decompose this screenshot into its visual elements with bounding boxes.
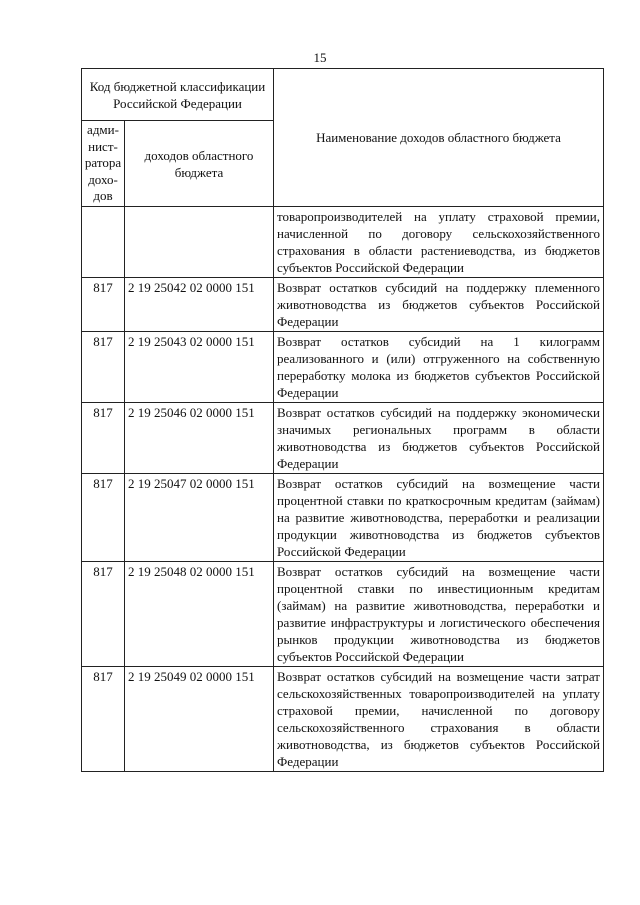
income-code-cell: 2 19 25046 02 0000 151	[125, 403, 274, 474]
header-code-group	[82, 69, 274, 121]
table-row	[82, 403, 604, 474]
income-code-cell	[125, 207, 274, 278]
income-code-cell: 2 19 25047 02 0000 151	[125, 474, 274, 562]
table-row	[82, 207, 604, 278]
table-row	[82, 332, 604, 403]
income-name-cell: Возврат остатков субсидий на поддержку племенного животноводства из бюджетов субъектов Российской Федерации	[274, 278, 604, 332]
table-row	[82, 667, 604, 772]
admin-code-cell: 817	[82, 562, 125, 667]
admin-code-cell	[82, 207, 125, 278]
table-header-row	[82, 69, 604, 121]
header-income-code-text: доходов областного бюджета	[144, 147, 254, 180]
table-body	[82, 207, 604, 772]
income-name-cell: Возврат остатков субсидий на возмещение части процентной ставки по краткосрочным кредитам (займам) на развитие животноводства, переработки и реализации продукции животноводства из бюджетов субъектов Российской Федерации	[274, 474, 604, 562]
header-administrator	[82, 121, 125, 207]
admin-code-cell: 817	[82, 474, 125, 562]
income-name-cell: Возврат остатков субсидий на поддержку экономически значимых региональных программ в области животноводства из бюджетов субъектов Российской Федерации	[274, 403, 604, 474]
header-name	[274, 69, 604, 207]
admin-code-cell: 817	[82, 667, 125, 772]
header-name-text: Наименование доходов областного бюджета	[316, 130, 561, 145]
income-name-cell: Возврат остатков субсидий на возмещение части процентной ставки по инвестиционным кредитам (займам) на развитие животноводства, переработки и развитие инфраструктуры и логистического обеспечения рынков продукции животноводства из бюджетов субъектов Российской Федерации	[274, 562, 604, 667]
admin-code-cell: 817	[82, 278, 125, 332]
admin-code-cell: 817	[82, 332, 125, 403]
income-name-cell: Возврат остатков субсидий на возмещение части затрат сельскохозяйственных товаропроизводителей на уплату страховой премии, начисленной по договору сельскохозяйственного страхования в области животноводства, из бюджетов субъектов Российской Федерации	[274, 667, 604, 772]
income-name-cell: Возврат остатков субсидий на 1 килограмм реализованного и (или) отгруженного на собственную переработку молока из бюджетов субъектов Российской Федерации	[274, 332, 604, 403]
income-code-cell: 2 19 25043 02 0000 151	[125, 332, 274, 403]
income-code-cell: 2 19 25048 02 0000 151	[125, 562, 274, 667]
table-row	[82, 474, 604, 562]
income-name-cell: товаропроизводителей на уплату страховой премии, начисленной по договору сельскохозяйственного страхования в области растениеводства, из бюджетов субъектов Российской Федерации	[274, 207, 604, 278]
table-row	[82, 562, 604, 667]
header-code-group-text: Код бюджетной классификации Российской Федерации	[89, 78, 266, 111]
table-row	[82, 278, 604, 332]
header-income-code	[125, 121, 274, 207]
income-code-cell: 2 19 25049 02 0000 151	[125, 667, 274, 772]
budget-classification-table	[81, 68, 604, 772]
admin-code-cell: 817	[82, 403, 125, 474]
header-administrator-text: адми-нист-ратора дохо-дов	[84, 122, 122, 204]
page-number: 15	[313, 50, 327, 65]
income-code-cell: 2 19 25042 02 0000 151	[125, 278, 274, 332]
